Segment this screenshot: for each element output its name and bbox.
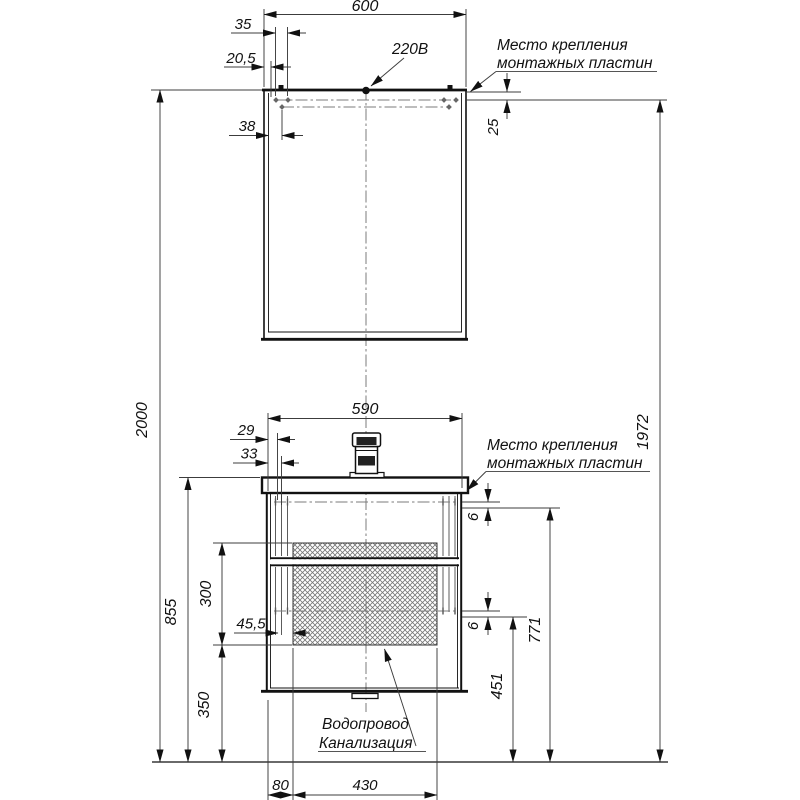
dimension-plate-top-height-771 [527, 508, 550, 762]
dim-350: 350 [196, 691, 213, 719]
dim-2000: 2000 [134, 402, 151, 438]
vanity-mounting-label-line2: монтажных пластин [487, 455, 643, 472]
dim-771: 771 [527, 616, 544, 644]
callout-vanity-mounting-plates [467, 437, 650, 491]
dim-20-5: 20,5 [226, 50, 256, 67]
plumbing-label-line1: Водопровод [322, 716, 409, 733]
dim-33: 33 [240, 445, 258, 463]
power-outlet-point [362, 87, 370, 95]
dimension-plate-bottom-height-451 [489, 617, 513, 762]
dim-25: 25 [485, 118, 502, 136]
power-label: 220В [392, 41, 429, 58]
dimension-plate-gap-top-6 [462, 483, 560, 526]
dimension-zone-bottom-350 [196, 645, 222, 762]
dimension-mirror-width [264, 0, 466, 87]
faucet [350, 433, 384, 478]
drain-outlet-stub [352, 694, 378, 699]
dim-38: 38 [238, 118, 256, 135]
washbasin-countertop [262, 478, 468, 494]
dim-45-5: 45,5 [236, 615, 266, 633]
mirror-mounting-label-line1: Место крепления [497, 37, 628, 54]
callout-plumbing [318, 649, 426, 752]
dim-6-top: 6 [465, 512, 482, 522]
plumbing-label-line2: Канализация [319, 735, 413, 752]
dimension-plate-gap-bottom-6 [462, 592, 527, 635]
dimension-mirror-hole-38 [229, 110, 303, 140]
dim-1972: 1972 [635, 414, 652, 450]
mirror-cabinet-front-view [261, 85, 468, 340]
dim-300: 300 [198, 580, 215, 608]
dim-430: 430 [352, 777, 378, 794]
callout-power-220v [371, 41, 428, 86]
dim-80: 80 [272, 777, 289, 794]
mirror-mounting-label-line2: монтажных пластин [497, 55, 653, 72]
dim-6-bottom: 6 [465, 621, 482, 631]
vanity-mounting-label-line1: Место крепления [487, 437, 618, 454]
dim-600: 600 [351, 0, 379, 15]
dimension-mount-height-1972 [635, 100, 660, 762]
callout-mirror-mounting-plates [471, 37, 658, 92]
dimension-plate-offset-25 [466, 73, 667, 136]
dim-590: 590 [351, 401, 379, 418]
dim-451: 451 [489, 672, 506, 700]
drawer-gap [268, 559, 460, 564]
dim-29: 29 [237, 422, 255, 439]
dim-35: 35 [234, 16, 252, 33]
dim-855: 855 [163, 598, 180, 626]
